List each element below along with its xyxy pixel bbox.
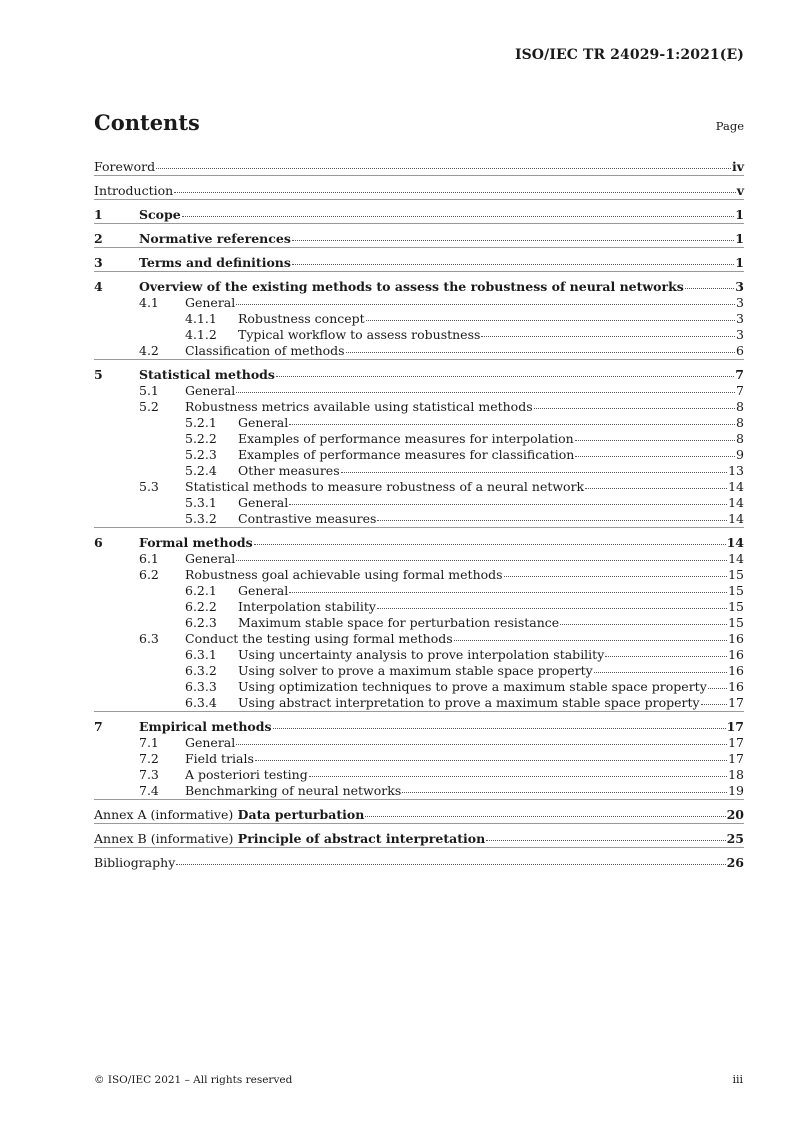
toc-entry-page: 8 [736, 431, 744, 446]
toc-entry-page: 3 [735, 279, 744, 294]
dot-leader [276, 375, 734, 377]
dot-leader [289, 423, 735, 425]
toc-entry-title: Normative references [139, 231, 291, 246]
dot-leader [292, 263, 734, 265]
dot-leader [236, 303, 735, 305]
section-divider [94, 359, 744, 360]
toc-entry[interactable] [94, 831, 744, 847]
dot-leader [575, 455, 735, 457]
toc-entry-number: 6.2 [139, 567, 159, 582]
toc-entry-title: General [238, 495, 289, 510]
toc-entry-page: 14 [728, 479, 744, 494]
page-column-label: Page [715, 119, 744, 133]
toc-entry-title: Contrastive measures [238, 511, 377, 526]
toc-entry-title: Using abstract interpretation to prove a maximum stable space property [238, 695, 700, 710]
toc-entry-title [94, 807, 364, 822]
toc-entry[interactable] [94, 367, 744, 383]
toc-entry-page: 16 [728, 631, 744, 646]
toc-entry-number: 5.2.4 [185, 463, 217, 478]
toc-entry-number: 5.2.1 [185, 415, 217, 430]
annex-prefix: Annex A (informative) [94, 807, 234, 822]
toc-entry[interactable] [94, 415, 744, 431]
toc-entry-page: 16 [728, 663, 744, 678]
toc-entry-number: 1 [94, 207, 103, 222]
toc-entry-title: Statistical methods to measure robustness of a neural network [185, 479, 585, 494]
toc-entry[interactable] [94, 343, 744, 359]
toc-entry-number: 4 [94, 279, 103, 294]
toc-entry[interactable] [94, 567, 744, 583]
toc-entry-title: Scope [139, 207, 181, 222]
section-divider [94, 175, 744, 176]
toc-entry-page: 1 [735, 207, 744, 222]
toc-entry[interactable] [94, 447, 744, 463]
dot-leader [273, 727, 726, 729]
dot-leader [236, 391, 735, 393]
toc-entry[interactable] [94, 751, 744, 767]
toc-entry-number: 5.3 [139, 479, 159, 494]
toc-entry-number: 5.3.1 [185, 495, 217, 510]
toc-entry[interactable] [94, 679, 744, 695]
dot-leader [377, 519, 727, 521]
toc-entry-page: 20 [726, 807, 744, 822]
toc-entry-title: General [185, 383, 236, 398]
dot-leader [575, 439, 735, 441]
toc-entry-page: 14 [728, 551, 744, 566]
dot-leader [454, 639, 727, 641]
toc-entry-title: General [185, 551, 236, 566]
page-title: Contents [94, 110, 200, 135]
toc-entry-title: Terms and definitions [139, 255, 291, 270]
toc-entry[interactable] [94, 231, 744, 247]
section-divider [94, 223, 744, 224]
toc-entry-page: 15 [728, 583, 744, 598]
section-divider [94, 271, 744, 272]
section-divider [94, 711, 744, 712]
toc-entry[interactable] [94, 735, 744, 751]
dot-leader [176, 863, 725, 865]
toc-entry-number: 3 [94, 255, 103, 270]
dot-leader [605, 655, 727, 657]
toc-entry-title: Robustness metrics available using statistical methods [185, 399, 533, 414]
toc-entry-page: 6 [736, 343, 744, 358]
toc-entry-page: 17 [728, 735, 744, 750]
toc-entry-page: 15 [728, 567, 744, 582]
toc-entry[interactable] [94, 279, 744, 295]
toc-entry-page: 16 [728, 679, 744, 694]
document-id: ISO/IEC TR 24029-1:2021(E) [514, 47, 744, 63]
toc-entry-title: Foreword [94, 159, 156, 174]
toc-entry[interactable] [94, 807, 744, 823]
toc-entry-title: Robustness goal achievable using formal methods [185, 567, 503, 582]
toc-entry-number: 4.1 [139, 295, 159, 310]
page-number: iii [732, 1073, 743, 1086]
toc-entry-number: 5.2 [139, 399, 159, 414]
section-divider [94, 199, 744, 200]
toc-entry[interactable] [94, 207, 744, 223]
toc-entry-title: Interpolation stability [238, 599, 376, 614]
toc-entry[interactable] [94, 767, 744, 783]
toc-entry[interactable] [94, 183, 744, 199]
toc-entry[interactable] [94, 631, 744, 647]
dot-leader [701, 703, 728, 705]
toc-entry-page: 3 [736, 327, 744, 342]
toc-entry-page: 1 [735, 231, 744, 246]
toc-entry[interactable] [94, 615, 744, 631]
toc-entry-title: Classification of methods [185, 343, 345, 358]
toc-entry-number: 7.2 [139, 751, 159, 766]
toc-entry[interactable] [94, 383, 744, 399]
toc-entry-number: 6.3.1 [185, 647, 217, 662]
toc-entry[interactable] [94, 695, 744, 711]
toc-entry-number: 6.2.2 [185, 599, 217, 614]
toc-entry-page: 9 [736, 447, 744, 462]
toc-entry-title: Overview of the existing methods to assess the robustness of neural networks [139, 279, 684, 294]
dot-leader [174, 191, 736, 193]
toc-entry-title: Formal methods [139, 535, 253, 550]
toc-entry[interactable] [94, 495, 744, 511]
dot-leader [236, 559, 727, 561]
dot-leader [182, 215, 735, 217]
toc-entry[interactable] [94, 647, 744, 663]
toc-entry-title: Using uncertainty analysis to prove interpolation stability [238, 647, 605, 662]
toc-entry-page: 14 [728, 495, 744, 510]
toc-entry-page: 16 [728, 647, 744, 662]
toc-entry[interactable] [94, 327, 744, 343]
toc-entry-page: 17 [726, 719, 744, 734]
dot-leader [585, 487, 727, 489]
dot-leader [366, 319, 735, 321]
toc-entry-number: 6.3 [139, 631, 159, 646]
dot-leader [341, 471, 727, 473]
toc-entry-page: 7 [736, 383, 744, 398]
toc-entry[interactable] [94, 551, 744, 567]
toc-entry[interactable] [94, 855, 744, 871]
toc-entry[interactable] [94, 663, 744, 679]
toc-entry-title: Introduction [94, 183, 174, 198]
toc-entry-number: 5.1 [139, 383, 159, 398]
toc-entry-title: General [185, 295, 236, 310]
toc-entry[interactable] [94, 159, 744, 175]
toc-entry-number: 7.3 [139, 767, 159, 782]
toc-entry[interactable] [94, 255, 744, 271]
toc-entry-number: 6.3.4 [185, 695, 217, 710]
toc-entry-title: Examples of performance measures for interpolation [238, 431, 574, 446]
toc-entry-page: 26 [726, 855, 744, 870]
toc-entry[interactable] [94, 311, 744, 327]
dot-leader [504, 575, 728, 577]
toc-entry-number: 5.2.3 [185, 447, 217, 462]
toc-entry-page: 15 [728, 599, 744, 614]
toc-entry-page: 3 [736, 295, 744, 310]
toc-entry-title [94, 831, 485, 846]
toc-entry-page: iv [731, 159, 744, 174]
toc-entry-page: 19 [728, 783, 744, 798]
toc-entry-page: 8 [736, 415, 744, 430]
toc-entry-page: 13 [728, 463, 744, 478]
toc-entry-page: 17 [728, 695, 744, 710]
toc-entry-number: 2 [94, 231, 103, 246]
toc-entry-title: General [238, 415, 289, 430]
toc-entry-number: 4.1.1 [185, 311, 217, 326]
annex-title: Principle of abstract interpretation [237, 831, 486, 846]
dot-leader [346, 351, 735, 353]
toc-entry-title: Bibliography [94, 855, 176, 870]
dot-leader [309, 775, 727, 777]
toc-entry[interactable] [94, 431, 744, 447]
section-divider [94, 527, 744, 528]
dot-leader [236, 743, 727, 745]
toc-entry[interactable] [94, 599, 744, 615]
toc-entry-title: Robustness concept [238, 311, 365, 326]
toc-entry[interactable] [94, 535, 744, 551]
dot-leader [377, 607, 727, 609]
toc-entry[interactable] [94, 463, 744, 479]
toc-entry[interactable] [94, 295, 744, 311]
section-divider [94, 799, 744, 800]
toc-entry-number: 4.1.2 [185, 327, 217, 342]
toc-entry-title: Conduct the testing using formal methods [185, 631, 453, 646]
dot-leader [594, 671, 727, 673]
toc-entry-title: Empirical methods [139, 719, 272, 734]
toc-entry-number: 7.1 [139, 735, 159, 750]
toc-entry-page: v [736, 183, 744, 198]
toc-entry[interactable] [94, 583, 744, 599]
dot-leader [708, 687, 727, 689]
toc-entry-number: 4.2 [139, 343, 159, 358]
toc-entry-number: 6.3.2 [185, 663, 217, 678]
toc-entry[interactable] [94, 719, 744, 735]
toc-entry-page: 1 [735, 255, 744, 270]
toc-entry-title: Maximum stable space for perturbation resistance [238, 615, 560, 630]
dot-leader [534, 407, 735, 409]
toc-entry-number: 5.2.2 [185, 431, 217, 446]
toc-entry-number: 6 [94, 535, 103, 550]
toc-entry-number: 7.4 [139, 783, 159, 798]
dot-leader [255, 759, 727, 761]
dot-leader [685, 287, 735, 289]
toc-entry-number: 6.2.1 [185, 583, 217, 598]
toc-entry[interactable] [94, 479, 744, 495]
toc-entry-page: 14 [726, 535, 744, 550]
section-divider [94, 847, 744, 848]
dot-leader [254, 543, 726, 545]
toc-entry-title: Benchmarking of neural networks [185, 783, 402, 798]
toc-entry-number: 5 [94, 367, 103, 382]
toc-entry-title: Field trials [185, 751, 254, 766]
toc-entry-page: 7 [735, 367, 744, 382]
toc-entry-title: Other measures [238, 463, 340, 478]
toc-entry-title: A posteriori testing [185, 767, 308, 782]
toc-entry-page: 8 [736, 399, 744, 414]
dot-leader [289, 503, 727, 505]
toc-entry-number: 6.3.3 [185, 679, 217, 694]
dot-leader [365, 815, 725, 817]
toc-entry[interactable] [94, 511, 744, 527]
toc-entry[interactable] [94, 399, 744, 415]
annex-prefix: Annex B (informative) [94, 831, 234, 846]
toc-entry-page: 3 [736, 311, 744, 326]
toc-entry-title: General [238, 583, 289, 598]
copyright-notice: © ISO/IEC 2021 – All rights reserved [94, 1074, 293, 1086]
toc-entry-number: 6.2.3 [185, 615, 217, 630]
toc-entry-page: 17 [728, 751, 744, 766]
toc-entry-title: Statistical methods [139, 367, 275, 382]
section-divider [94, 247, 744, 248]
toc-entry-page: 15 [728, 615, 744, 630]
dot-leader [481, 335, 735, 337]
toc-entry[interactable] [94, 783, 744, 799]
section-divider [94, 823, 744, 824]
toc-entry-title: Using solver to prove a maximum stable space property [238, 663, 593, 678]
annex-title: Data perturbation [237, 807, 365, 822]
toc-entry-title: Using optimization techniques to prove a maximum stable space property [238, 679, 707, 694]
toc-entry-title: Typical workflow to assess robustness [238, 327, 481, 342]
toc-entry-page: 25 [726, 831, 744, 846]
dot-leader [289, 591, 727, 593]
toc-entry-title: General [185, 735, 236, 750]
dot-leader [292, 239, 734, 241]
dot-leader [486, 839, 725, 841]
toc-entry-number: 7 [94, 719, 103, 734]
toc-entry-title: Examples of performance measures for classification [238, 447, 575, 462]
dot-leader [560, 623, 727, 625]
toc-entry-number: 5.3.2 [185, 511, 217, 526]
dot-leader [402, 791, 727, 793]
toc-entry-page: 14 [728, 511, 744, 526]
toc-entry-page: 18 [728, 767, 744, 782]
dot-leader [156, 167, 731, 169]
toc-entry-number: 6.1 [139, 551, 159, 566]
